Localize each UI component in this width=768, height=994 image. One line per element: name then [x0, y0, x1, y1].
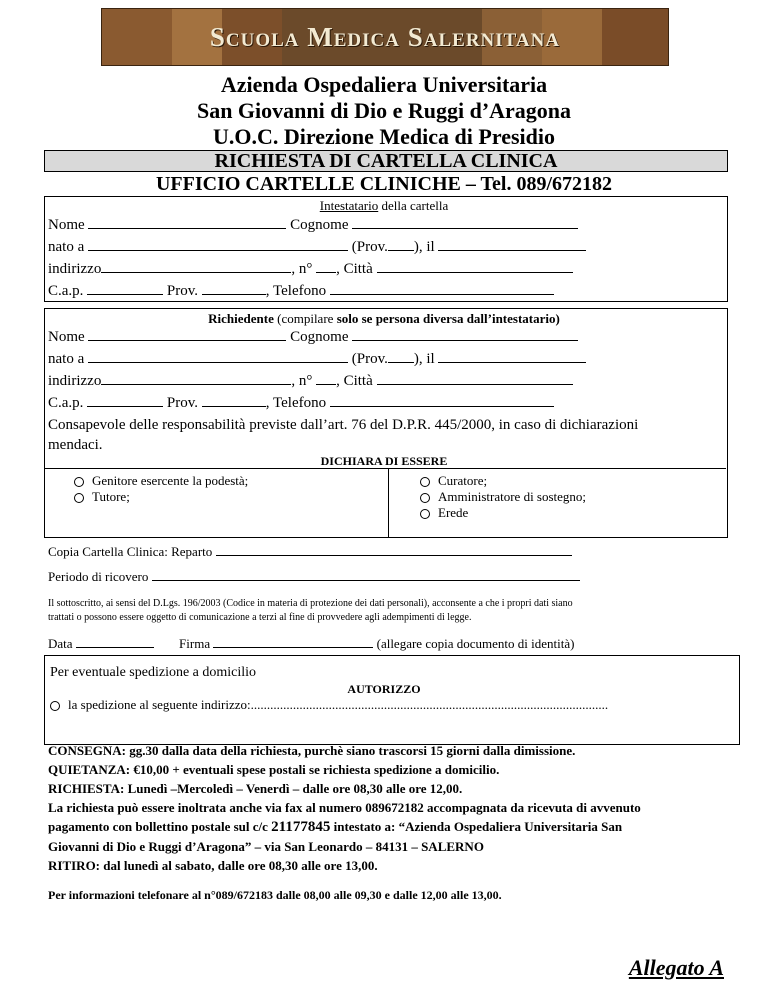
- note-ritiro: RITIRO: dal lunedì al sabato, dalle ore 08,30 alle ore 13,00.: [48, 858, 378, 873]
- option-amministratore[interactable]: [420, 489, 586, 505]
- hospital-subname: San Giovanni di Dio e Ruggi d’Aragona: [196, 98, 572, 123]
- shipping-option[interactable]: [50, 697, 608, 713]
- shipping-intro: Per eventuale spedizione a domicilio: [50, 665, 257, 680]
- requester-nome-field[interactable]: [88, 326, 286, 341]
- dichiara-heading: DICHIARA DI ESSERE: [320, 454, 448, 468]
- prov-label: (Prov.: [351, 239, 388, 255]
- periodo-row: [48, 568, 580, 585]
- holder-birthplace-field[interactable]: [88, 236, 348, 251]
- data-field[interactable]: [76, 635, 154, 648]
- requester-address-row: [48, 370, 573, 392]
- numero-label: , n°: [291, 261, 313, 277]
- option-label: Amministratore di sostegno;: [438, 489, 587, 504]
- note-fax-3: Giovanni di Dio e Ruggi d’Aragona” – via San Leonardo – 84131 – SALERNO: [48, 839, 484, 854]
- prov-label: (Prov.: [351, 351, 388, 367]
- option-label: Erede: [438, 505, 469, 520]
- cognome-label: Cognome: [290, 217, 349, 233]
- privacy-line-2: trattati o possono essere oggetto di comunicazione a terzi al fine di provvedere agli adempimenti di legge.: [48, 612, 472, 623]
- postal-account-number: 21177845: [271, 819, 331, 835]
- requester-phone-field[interactable]: [330, 392, 554, 407]
- il-label: ), il: [413, 239, 435, 255]
- holder-phone-field[interactable]: [330, 280, 554, 295]
- radio-circle-icon: [50, 701, 60, 711]
- requester-birthplace-field[interactable]: [88, 348, 348, 363]
- option-erede[interactable]: [420, 505, 468, 521]
- nato-a-label: nato a: [48, 351, 85, 367]
- prov2-label: Prov.: [166, 395, 199, 411]
- holder-number-field[interactable]: [316, 258, 336, 273]
- signature-row: [48, 635, 574, 652]
- banner-title: Scuola Medica Salernitana: [209, 22, 561, 52]
- requester-cap-field[interactable]: [87, 392, 163, 407]
- holder-name-row: [48, 214, 578, 236]
- header-banner: [101, 8, 669, 66]
- requester-heading-label: Richiedente: [208, 311, 274, 326]
- declaration-text: Consapevole delle responsabilità previste dall’art. 76 del D.P.R. 445/2000, in caso di dichiarazioni: [48, 417, 639, 433]
- note-consegna: CONSEGNA: gg.30 dalla data della richiesta, purchè siano trascorsi 15 giorni dalla dimissione.: [48, 743, 576, 758]
- option-curatore[interactable]: [420, 473, 487, 489]
- holder-prov-field[interactable]: [202, 280, 266, 295]
- cognome-label: Cognome: [290, 329, 349, 345]
- requester-name-row: [48, 326, 578, 348]
- requester-number-field[interactable]: [316, 370, 336, 385]
- radio-circle-icon: [420, 509, 430, 519]
- holder-cap-field[interactable]: [87, 280, 163, 295]
- note-fax-2a: pagamento con bollettino postale sul c/c: [48, 819, 272, 834]
- nome-label: Nome: [48, 217, 85, 233]
- requester-cap-row: [48, 392, 554, 414]
- holder-address-row: [48, 258, 573, 280]
- nome-label: Nome: [48, 329, 85, 345]
- firma-label: Firma: [179, 636, 211, 651]
- holder-nome-field[interactable]: [88, 214, 286, 229]
- requester-city-field[interactable]: [377, 370, 573, 385]
- option-label: Curatore;: [438, 473, 488, 488]
- holder-birth-prov-field[interactable]: [388, 236, 414, 251]
- holder-heading-label: Intestatario: [319, 198, 379, 213]
- note-quietanza: QUIETANZA: €10,00 + eventuali spese postali se richiesta spedizione a domicilio.: [48, 762, 500, 777]
- department-name: U.O.C. Direzione Medica di Presidio: [213, 124, 555, 149]
- requester-prov-field[interactable]: [202, 392, 266, 407]
- data-label: Data: [48, 636, 73, 651]
- requester-heading-mid: (compilare: [273, 311, 337, 326]
- telefono-label: , Telefono: [265, 395, 327, 411]
- reparto-field[interactable]: [216, 543, 572, 556]
- holder-heading: [0, 198, 768, 214]
- office-line: UFFICIO CARTELLE CLINICHE – Tel. 089/672182: [155, 173, 613, 195]
- hospital-name: Azienda Ospedaliera Universitaria: [220, 72, 548, 97]
- note-richiesta: RICHIESTA: Lunedì –Mercoledì – Venerdì – dalle ore 08,30 alle ore 12,00.: [48, 781, 463, 796]
- nato-a-label: nato a: [48, 239, 85, 255]
- requester-birthdate-field[interactable]: [438, 348, 586, 363]
- privacy-line-1: Il sottoscritto, ai sensi del D.Lgs. 196/2003 (Codice in materia di protezione dei dati personali), acconsente a che i propri dati siano: [48, 598, 573, 609]
- citta-label: , Città: [336, 261, 373, 277]
- il-label: ), il: [413, 351, 435, 367]
- periodo-field[interactable]: [152, 568, 580, 581]
- requester-address-field[interactable]: [101, 370, 291, 385]
- indirizzo-label: indirizzo: [48, 373, 102, 389]
- indirizzo-label: indirizzo: [48, 261, 102, 277]
- holder-heading-rest: della cartella: [378, 198, 449, 213]
- prov2-label: Prov.: [166, 283, 199, 299]
- requester-birth-prov-field[interactable]: [388, 348, 414, 363]
- reparto-row: [48, 543, 572, 560]
- holder-address-field[interactable]: [101, 258, 291, 273]
- note-fax-1: La richiesta può essere inoltrata anche via fax al numero 089672182 accompagnata da ricevuta di avvenuto: [48, 800, 641, 815]
- notes-section: [48, 741, 728, 875]
- cap-label: C.a.p.: [48, 395, 84, 411]
- note-fax-2: [48, 817, 728, 837]
- holder-birthdate-field[interactable]: [438, 236, 586, 251]
- requester-heading-note: solo se persona diversa dall’intestatario): [336, 311, 560, 326]
- allegato-label: Allegato A: [628, 955, 724, 980]
- allegare-note: (allegare copia documento di identità): [376, 636, 575, 651]
- requester-heading: [0, 311, 768, 327]
- reparto-label: Copia Cartella Clinica: Reparto: [48, 544, 213, 559]
- periodo-label: Periodo di ricovero: [48, 569, 149, 584]
- option-label: Genitore esercente la podestà;: [92, 473, 249, 488]
- radio-circle-icon: [420, 493, 430, 503]
- autorizzo-heading: AUTORIZZO: [347, 682, 421, 696]
- note-info: Per informazioni telefonare al n°089/672183 dalle 08,00 alle 09,30 e dalle 12,00 alle 13,00.: [48, 888, 502, 902]
- note-fax-2c: intestato a: “Azienda Ospedaliera Universitaria San: [330, 819, 623, 834]
- requester-birth-row: [48, 348, 586, 370]
- option-genitore[interactable]: [74, 473, 248, 489]
- radio-circle-icon: [74, 477, 84, 487]
- form-title: RICHIESTA DI CARTELLA CLINICA: [44, 150, 728, 172]
- shipping-address-field: la spedizione al seguente indirizzo:..............................................................................................................: [68, 697, 609, 712]
- option-tutore[interactable]: [74, 489, 130, 505]
- firma-field[interactable]: [213, 635, 373, 648]
- telefono-label: , Telefono: [265, 283, 327, 299]
- holder-cap-row: [48, 280, 554, 302]
- option-label: Tutore;: [92, 489, 130, 504]
- radio-circle-icon: [74, 493, 84, 503]
- holder-city-field[interactable]: [377, 258, 573, 273]
- requester-cognome-field[interactable]: [352, 326, 578, 341]
- radio-circle-icon: [420, 477, 430, 487]
- citta-label: , Città: [336, 373, 373, 389]
- holder-birth-row: [48, 236, 586, 258]
- numero-label: , n°: [291, 373, 313, 389]
- cap-label: C.a.p.: [48, 283, 84, 299]
- declaration-text-cont: mendaci.: [48, 437, 103, 453]
- holder-cognome-field[interactable]: [352, 214, 578, 229]
